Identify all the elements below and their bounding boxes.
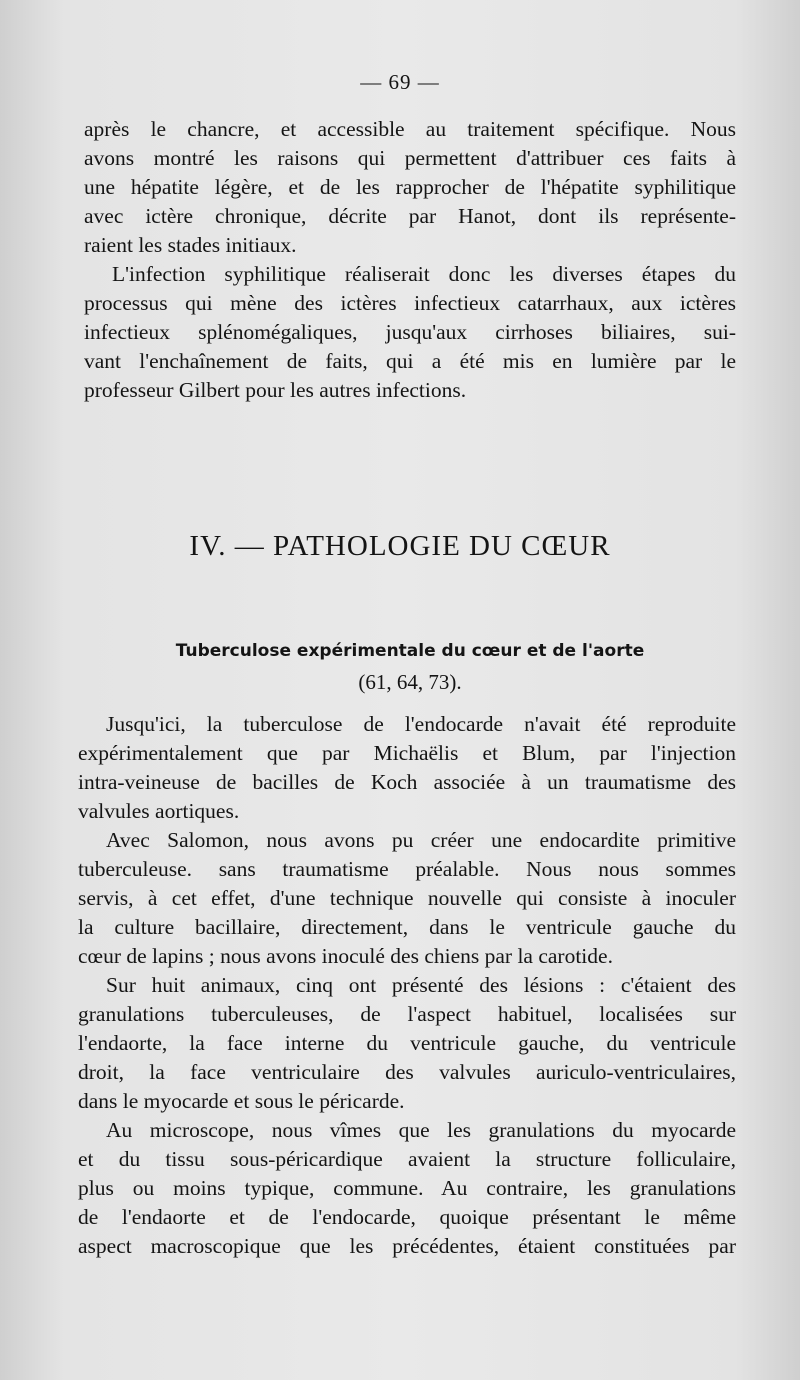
text-line: valvules aortiques. xyxy=(78,799,240,823)
section-references: (61, 64, 73). xyxy=(358,670,462,694)
intro-paragraphs xyxy=(84,115,736,405)
text-line: processus qui mène des ictères infectieux catarrhaux, aux ictères xyxy=(84,291,736,315)
text-line: la culture bacillaire, directement, dans le ventricule gauche du xyxy=(78,915,736,939)
text-line: professeur Gilbert pour les autres infections. xyxy=(84,378,467,402)
text-line: aspect macroscopique que les précédentes, étaient constituées par xyxy=(78,1234,736,1258)
section-title: IV. — PATHOLOGIE DU CŒUR xyxy=(189,530,611,562)
section-subtitle: Tuberculose expérimentale du cœur et de l'aorte xyxy=(175,641,645,661)
text-line: infectieux splénomégaliques, jusqu'aux cirrhoses biliaires, sui- xyxy=(84,320,736,344)
text-line: raient les stades initiaux. xyxy=(84,233,297,257)
page-number: — 69 — xyxy=(360,70,440,94)
text-line: l'endaorte, la face interne du ventricule gauche, du ventricule xyxy=(78,1031,736,1055)
text-line: intra-veineuse de bacilles de Koch associée à un traumatisme des xyxy=(78,770,736,794)
text-line: granulations tuberculeuses, de l'aspect habituel, localisées sur xyxy=(78,1002,736,1026)
text-line: dans le myocarde et sous le péricarde. xyxy=(78,1089,405,1113)
text-line: plus ou moins typique, commune. Au contraire, les granulations xyxy=(78,1176,736,1200)
text-line: et du tissu sous-péricardique avaient la structure folliculaire, xyxy=(78,1147,736,1171)
text-line: tuberculeuse. sans traumatisme préalable. Nous nous sommes xyxy=(78,857,736,881)
text-line: Jusqu'ici, la tuberculose de l'endocarde n'avait été reproduite xyxy=(106,712,736,736)
text-line: avec ictère chronique, décrite par Hanot, dont ils représente- xyxy=(84,204,736,228)
text-line: vant l'enchaînement de faits, qui a été mis en lumière par le xyxy=(84,349,736,373)
text-line: avons montré les raisons qui permettent d'attribuer ces faits à xyxy=(84,146,736,170)
text-line: expérimentalement que par Michaëlis et Blum, par l'injection xyxy=(78,741,736,765)
text-line: Au microscope, nous vîmes que les granulations du myocarde xyxy=(106,1118,736,1142)
text-line: de l'endaorte et de l'endocarde, quoique présentant le même xyxy=(78,1205,736,1229)
text-line: une hépatite légère, et de les rapprocher de l'hépatite syphilitique xyxy=(84,175,736,199)
text-line: L'infection syphilitique réaliserait donc les diverses étapes du xyxy=(112,262,736,286)
text-line: servis, à cet effet, d'une technique nouvelle qui consiste à inoculer xyxy=(78,886,736,910)
text-line: Sur huit animaux, cinq ont présenté des lésions : c'étaient des xyxy=(106,973,736,997)
text-line: Avec Salomon, nous avons pu créer une endocardite primitive xyxy=(106,828,736,852)
body-paragraphs xyxy=(78,710,736,1261)
text-line: droit, la face ventriculaire des valvules auriculo-ventriculaires, xyxy=(78,1060,736,1084)
text-line: cœur de lapins ; nous avons inoculé des chiens par la carotide. xyxy=(78,944,613,968)
text-line: après le chancre, et accessible au traitement spécifique. Nous xyxy=(84,117,736,141)
